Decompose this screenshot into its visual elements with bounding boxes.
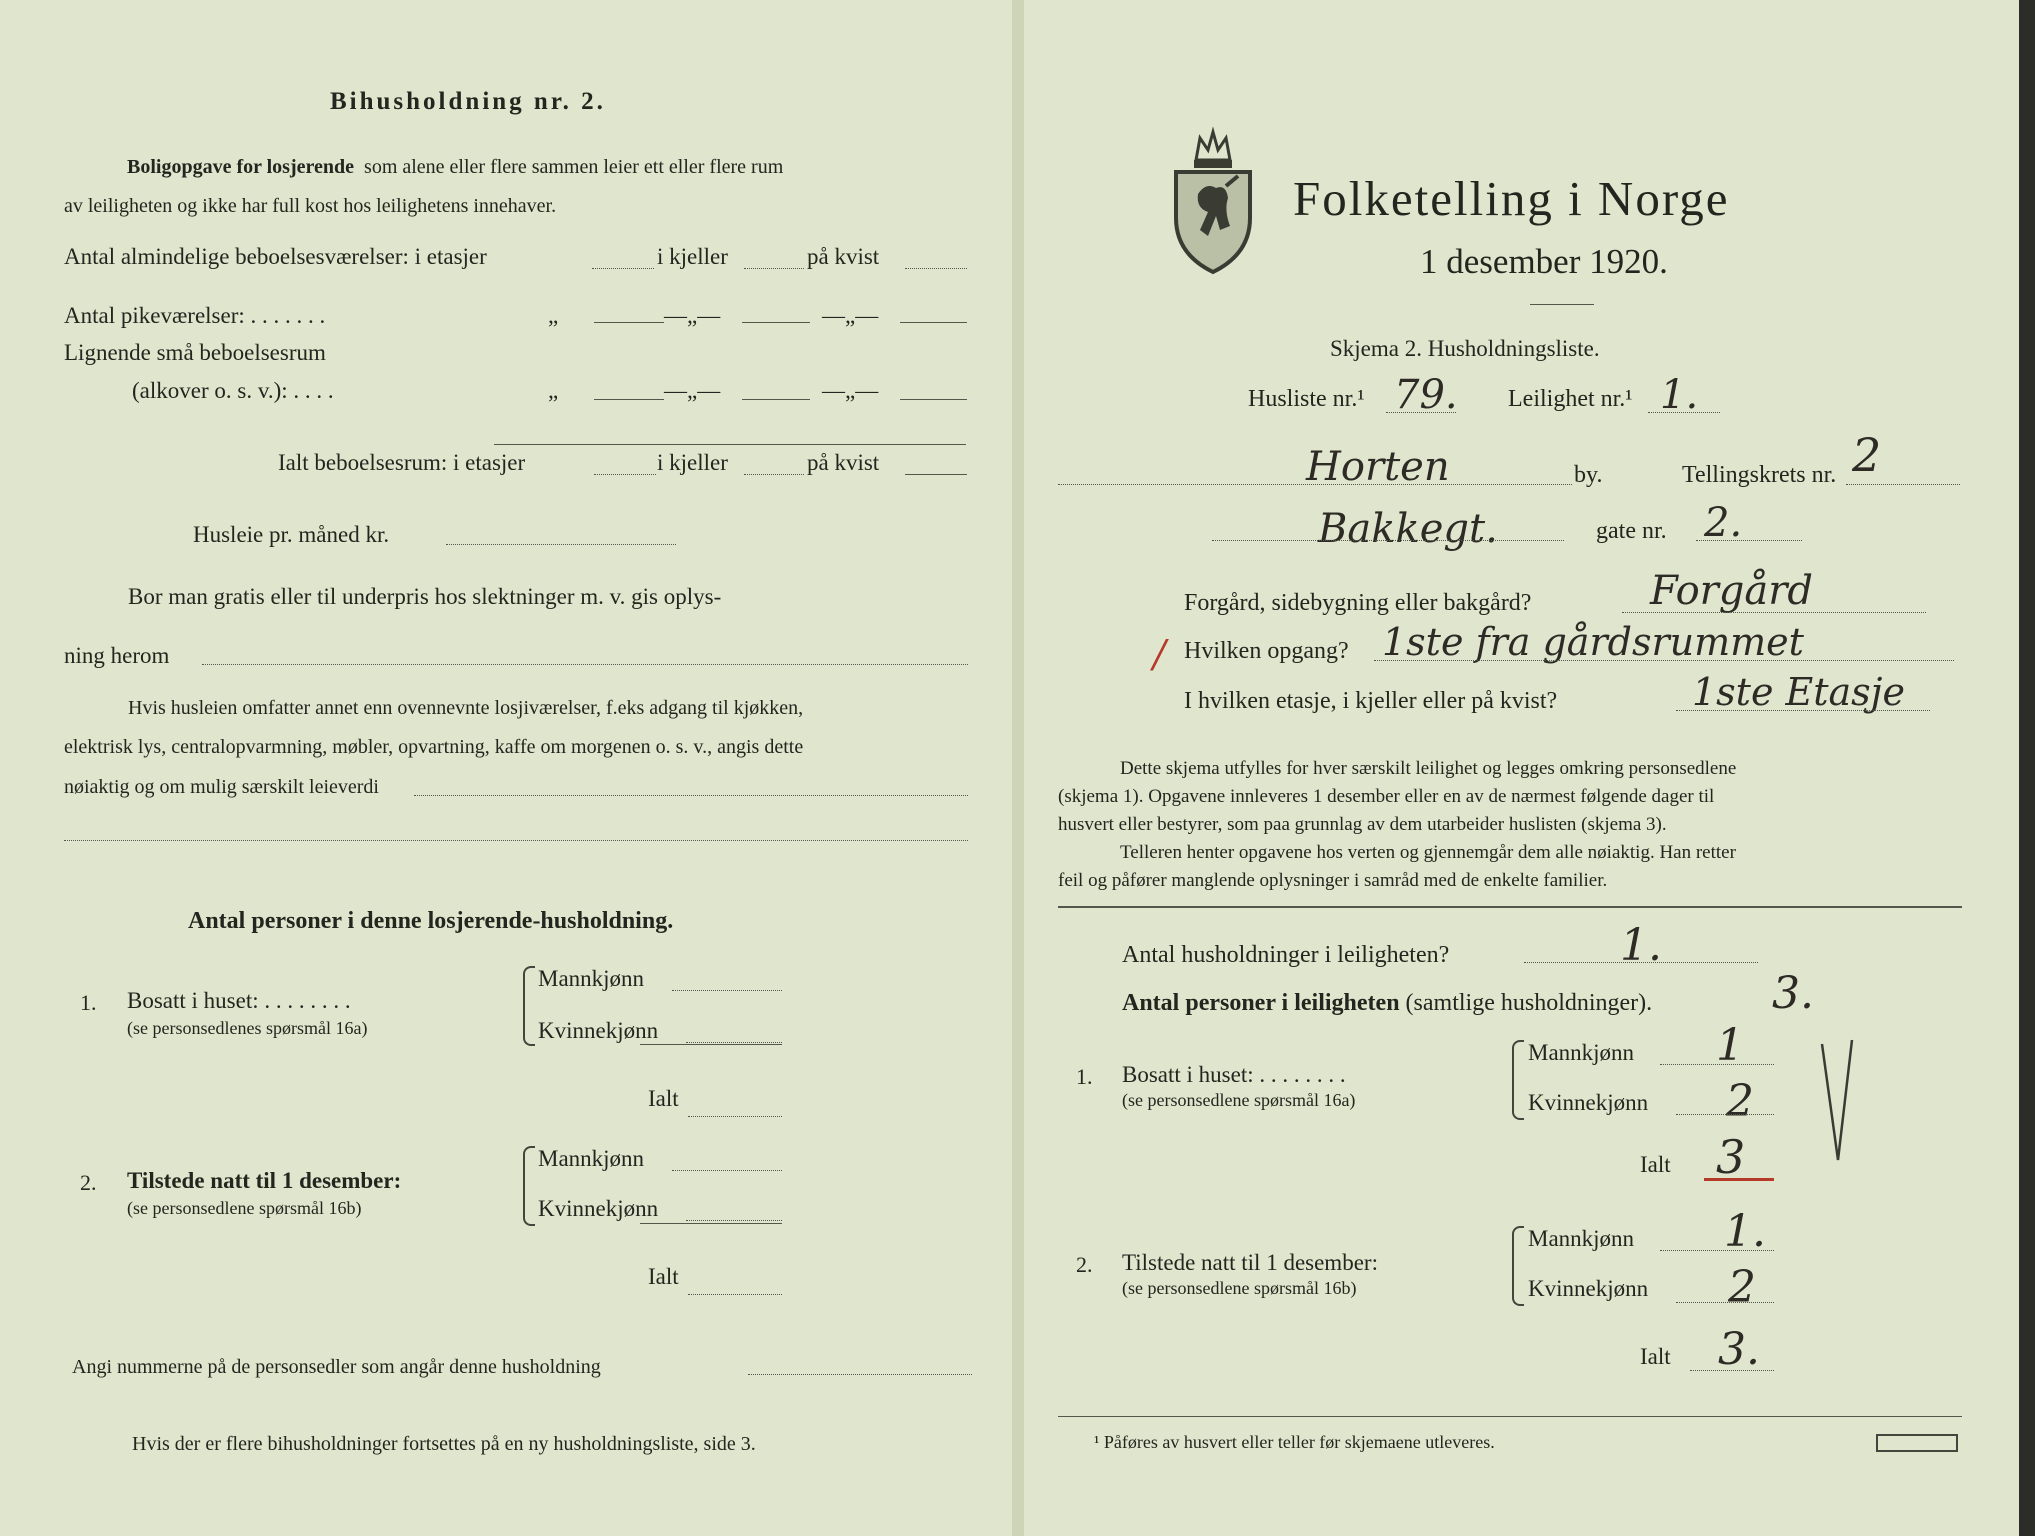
- check-tick-icon: [1818, 1036, 1858, 1166]
- persons-value: 3.: [1772, 968, 1814, 1019]
- left-q2-total-field: [688, 1294, 782, 1295]
- etasje-field: [1676, 710, 1930, 711]
- extras-line-1: Hvis husleien omfatter annet enn ovennevnte losjiværelser, f.eks adgang til kjøkken,: [128, 697, 804, 719]
- small-dash-2: —„—: [822, 378, 879, 403]
- schema-label: Skjema 2. Husholdningsliste.: [1330, 336, 1600, 361]
- opgang-field: [1374, 660, 1954, 661]
- hh-label: Antal husholdninger i leiligheten?: [1122, 942, 1450, 968]
- maid-kjeller-field: [742, 322, 810, 323]
- left-q2-number: 2.: [80, 1170, 97, 1195]
- maid-dash-1: —„—: [664, 303, 721, 328]
- small-rooms-label-1: Lignende små beboelsesrum: [64, 340, 326, 365]
- right-q2-total-value: 3.: [1718, 1324, 1760, 1375]
- right-q1-total-underline: [1704, 1178, 1774, 1181]
- right-q1-total-value: 3: [1716, 1130, 1746, 1184]
- left-q2-sub: (se personsedlene spørsmål 16b): [127, 1198, 362, 1218]
- small-kjeller-field: [742, 399, 810, 400]
- right-q2-brace: [1512, 1226, 1524, 1306]
- small-kvist-field: [900, 399, 967, 400]
- right-q2-male-field: [1660, 1250, 1774, 1251]
- etasje-label: I hvilken etasje, i kjeller eller på kvist?: [1184, 688, 1558, 714]
- title-rule: [1530, 304, 1594, 305]
- free-line-1: Bor man gratis eller til underpris hos slektninger m. v. gis oplys-: [128, 584, 722, 609]
- left-title: Bihusholdning nr. 2.: [330, 88, 606, 115]
- by-field: [1058, 484, 1572, 485]
- left-q2-label: Tilstede natt til 1 desember:: [127, 1168, 402, 1193]
- free-line-2: ning herom: [64, 643, 170, 668]
- right-q2-female-field: [1676, 1302, 1774, 1303]
- gate-field: [1212, 540, 1564, 541]
- husliste-field: [1386, 412, 1456, 413]
- left-q1-sub: (se personsedlenes spørsmål 16a): [127, 1018, 368, 1038]
- page-fold: [1012, 0, 1024, 1536]
- left-q1-number: 1.: [80, 990, 97, 1015]
- krets-label: Tellingskrets nr.: [1682, 462, 1837, 488]
- right-q2-male-label: Mannkjønn: [1528, 1226, 1635, 1251]
- right-q1-brace: [1512, 1040, 1524, 1120]
- left-q1-total-field: [688, 1116, 782, 1117]
- by-value: Horten: [1306, 444, 1450, 490]
- info-line-3: husvert eller bestyrer, som paa grunnlag av dem utarbeider huslisten (skjema 3).: [1058, 814, 1667, 835]
- husliste-value: 79.: [1394, 372, 1458, 418]
- right-q2-male-value: 1.: [1724, 1206, 1766, 1257]
- gate-label: gate nr.: [1596, 518, 1667, 544]
- margin-check-mark: /: [1153, 632, 1166, 676]
- maid-quote: „: [548, 303, 559, 328]
- intro-line-1: [127, 156, 783, 179]
- left-q2-male-label: Mannkjønn: [538, 1146, 645, 1171]
- total-etasjer-field: [594, 474, 656, 475]
- rooms-kjeller-field: [744, 268, 804, 269]
- forgard-label: Forgård, sidebygning eller bakgård?: [1184, 590, 1532, 616]
- gate-nr-field: [1696, 540, 1802, 541]
- info-line-5: feil og påfører manglende oplysninger i samråd med de enkelte familier.: [1058, 870, 1608, 891]
- rent-label: Husleie pr. måned kr.: [193, 522, 390, 547]
- left-q1-female-label: Kvinnekjønn: [538, 1018, 659, 1043]
- forgard-field: [1622, 612, 1926, 613]
- opgang-value: 1ste fra gårdsrummet: [1382, 620, 1804, 664]
- footnote-rule: [1058, 1416, 1962, 1417]
- left-q1-male-label: Mannkjønn: [538, 966, 645, 991]
- rooms-kvist-field: [905, 268, 967, 269]
- rooms-kjeller-label: i kjeller: [657, 244, 728, 269]
- left-q1-female-field: [686, 1042, 782, 1043]
- right-q2-total-label: Ialt: [1640, 1344, 1671, 1369]
- left-q2-sum-rule: [640, 1223, 782, 1224]
- small-dash-1: —„—: [664, 378, 721, 403]
- right-q2-sub: (se personsedlene spørsmål 16b): [1122, 1278, 1357, 1298]
- rent-field: [446, 544, 676, 545]
- extras-field-1: [414, 795, 968, 796]
- scan-edge: [2019, 0, 2035, 1536]
- extras-line-2: elektrisk lys, centralopvarmning, møbler, opvartning, kaffe om morgenen o. s. v., angis dette: [64, 736, 804, 758]
- right-q2-total-field: [1690, 1370, 1774, 1371]
- small-rooms-label-2: (alkover o. s. v.): . . . .: [132, 378, 334, 403]
- right-q1-total-label: Ialt: [1640, 1152, 1671, 1177]
- info-line-1: Dette skjema utfylles for hver særskilt leilighet og legges omkring personsedlene: [1120, 758, 1737, 779]
- right-q1-label: Bosatt i huset: . . . . . . . .: [1122, 1062, 1346, 1087]
- info-line-2: (skjema 1). Opgavene innleveres 1 desember eller en av de nærmest følgende dager til: [1058, 786, 1715, 807]
- maid-rooms-label: Antal pikeværelser: . . . . . . .: [64, 303, 326, 328]
- left-q2-female-field: [686, 1220, 782, 1221]
- total-rooms-label: Ialt beboelsesrum: i etasjer: [278, 450, 526, 475]
- rooms-etasjer-field: [592, 268, 654, 269]
- info-line-4: Telleren henter opgavene hos verten og gjennemgår dem alle nøiaktig. Han retter: [1120, 842, 1736, 863]
- left-q2-brace: [523, 1146, 535, 1226]
- right-q1-female-label: Kvinnekjønn: [1528, 1090, 1649, 1115]
- left-q2-male-field: [672, 1170, 782, 1171]
- krets-field: [1846, 484, 1960, 485]
- by-label: by.: [1574, 462, 1603, 488]
- persons-line: [1122, 990, 1652, 1017]
- gate-nr-value: 2.: [1704, 500, 1743, 546]
- extras-line-3: nøiaktig og om mulig særskilt leieverdi: [64, 776, 379, 798]
- total-rooms-rule: [494, 444, 966, 445]
- husliste-label: Husliste nr.¹: [1248, 386, 1365, 412]
- right-q2-female-value: 2: [1728, 1262, 1756, 1313]
- norwegian-coat-of-arms-icon: [1168, 126, 1258, 276]
- persons-bold: Antal personer i leiligheten: [1122, 990, 1400, 1016]
- right-q1-female-field: [1676, 1114, 1774, 1115]
- right-q1-number: 1.: [1076, 1064, 1093, 1089]
- left-page: [0, 0, 1012, 1536]
- rooms-ordinary-label: Antal almindelige beboelsesværelser: i etasjer: [64, 244, 487, 269]
- persons-rest: (samtlige husholdninger).: [1405, 990, 1653, 1016]
- forgard-value: Forgård: [1650, 568, 1813, 614]
- info-rule: [1058, 906, 1962, 908]
- total-kvist-field: [905, 474, 967, 475]
- right-q1-male-value: 1: [1716, 1020, 1744, 1071]
- right-q1-male-label: Mannkjønn: [1528, 1040, 1635, 1065]
- numbers-label: Angi nummerne på de personsedler som angår denne husholdning: [72, 1356, 601, 1378]
- krets-value: 2: [1852, 428, 1882, 482]
- maid-kvist-field: [900, 322, 967, 323]
- right-title: Folketelling i Norge: [1293, 171, 1730, 226]
- leilighet-field: [1648, 412, 1720, 413]
- etasje-value: 1ste Etasje: [1692, 670, 1905, 714]
- total-kjeller-field: [744, 474, 804, 475]
- leilighet-value: 1.: [1660, 372, 1699, 418]
- right-q2-label: Tilstede natt til 1 desember:: [1122, 1250, 1378, 1275]
- hh-value: 1.: [1620, 920, 1662, 971]
- rooms-kvist-label: på kvist: [807, 244, 880, 269]
- left-q1-label: Bosatt i huset: . . . . . . . .: [127, 988, 351, 1013]
- hh-field: [1524, 962, 1758, 963]
- left-persons-title: Antal personer i denne losjerende-husholdning.: [188, 908, 674, 934]
- left-q1-brace: [523, 966, 535, 1046]
- gate-value: Bakkegt.: [1318, 506, 1498, 552]
- small-quote: „: [548, 378, 559, 403]
- right-q1-sub: (se personsedlene spørsmål 16a): [1122, 1090, 1356, 1110]
- leilighet-label: Leilighet nr.¹: [1508, 386, 1633, 412]
- continue-note: Hvis der er flere bihusholdninger fortsettes på en ny husholdningsliste, side 3.: [132, 1433, 756, 1455]
- total-kvist-label: på kvist: [807, 450, 880, 475]
- left-q1-total-label: Ialt: [648, 1086, 679, 1111]
- right-q2-female-label: Kvinnekjønn: [1528, 1276, 1649, 1301]
- opgang-label: Hvilken opgang?: [1184, 638, 1349, 664]
- numbers-field: [748, 1374, 972, 1375]
- right-q1-female-value: 2: [1726, 1076, 1754, 1127]
- intro-line-2: av leiligheten og ikke har full kost hos leilighetens innehaver.: [64, 195, 557, 217]
- small-etasjer-field: [594, 399, 664, 400]
- total-kjeller-label: i kjeller: [657, 450, 728, 475]
- right-date: 1 desember 1920.: [1420, 242, 1668, 281]
- left-q1-sum-rule: [640, 1044, 782, 1045]
- right-q1-male-field: [1660, 1064, 1774, 1065]
- left-q2-total-label: Ialt: [648, 1264, 679, 1289]
- right-q2-number: 2.: [1076, 1252, 1093, 1277]
- maid-dash-2: —„—: [822, 303, 879, 328]
- free-field: [202, 664, 968, 665]
- extras-field-2: [64, 840, 968, 841]
- printer-stamp: [1876, 1434, 1958, 1452]
- intro-rest-1: som alene eller flere sammen leier ett eller flere rum: [364, 156, 784, 178]
- maid-etasjer-field: [594, 322, 664, 323]
- left-q2-female-label: Kvinnekjønn: [538, 1196, 659, 1221]
- left-q1-male-field: [672, 990, 782, 991]
- footnote: ¹ Påføres av husvert eller teller før skjemaene utleveres.: [1094, 1432, 1495, 1452]
- intro-bold: Boligopgave for losjerende: [127, 156, 355, 178]
